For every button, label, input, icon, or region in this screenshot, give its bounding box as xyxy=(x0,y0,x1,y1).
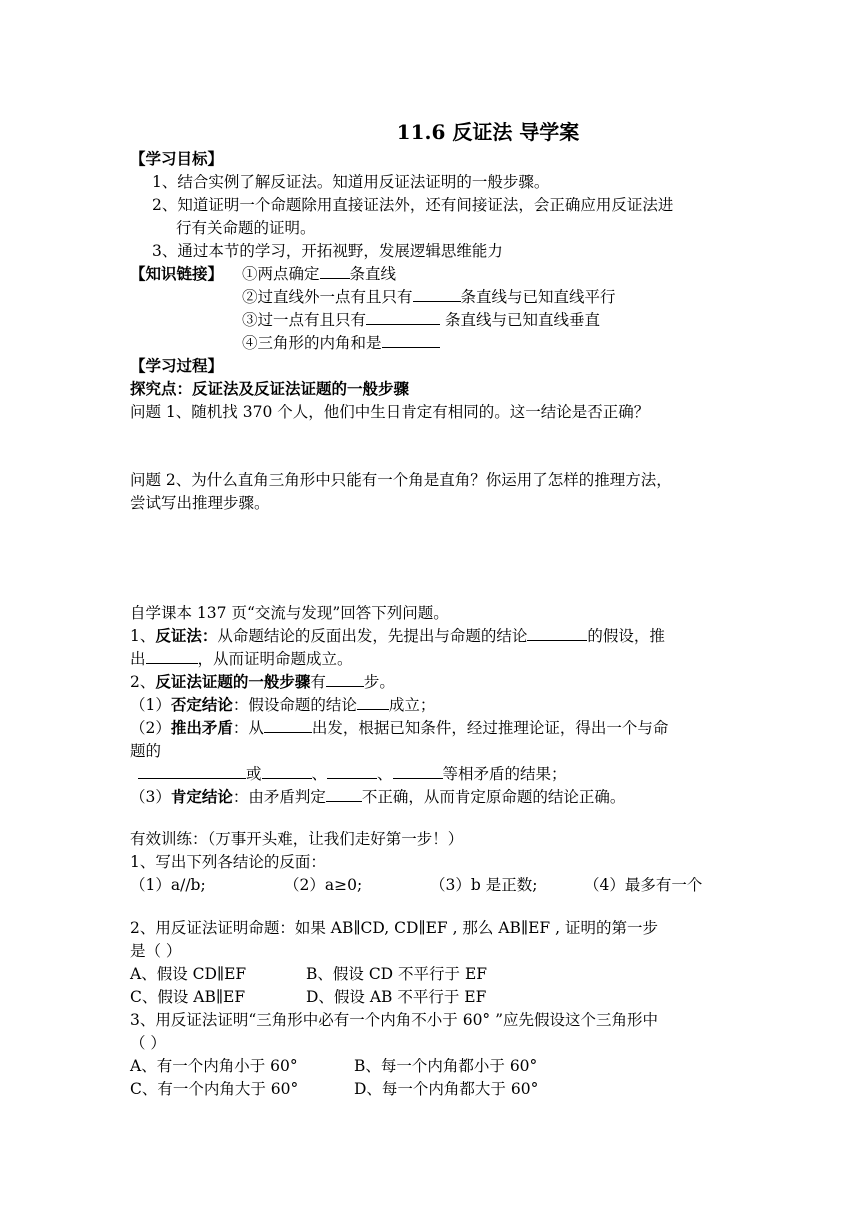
step-1: （1）否定结论：假设命题的结论 成立； xyxy=(130,695,436,714)
step-2-line-3: 或 、 、 等相矛盾的结果； xyxy=(138,763,567,785)
blank xyxy=(262,763,312,779)
blank xyxy=(264,717,312,733)
exercise-1-option-1: （1）a//b; xyxy=(130,876,206,894)
definition-1-line-1: 1、反证法：从命题结论的反面出发，先提出与命题的结论 的假设，推 xyxy=(130,626,665,645)
blank xyxy=(146,648,198,664)
exercise-1-option-2: （2）a≥0; xyxy=(284,876,363,894)
exercise-1: 1、写出下列各结论的反面： xyxy=(130,853,326,871)
link-3: ③过一点有且只有 条直线与已知直线垂直 xyxy=(242,311,600,329)
page-title: 11.6 反证法 导学案 xyxy=(396,120,580,144)
blank xyxy=(320,263,350,279)
question-2-line-1: 问题 2、为什么直角三角形中只能有一个角是直角？你运用了怎样的推理方法， xyxy=(130,471,672,489)
definition-1-line-2: 出 ，从而证明命题成立。 xyxy=(130,650,353,668)
blank xyxy=(326,671,364,687)
explore-point: 探究点：反证法及反证法证题的一般步骤 xyxy=(130,379,410,398)
blank xyxy=(326,786,362,802)
goal-3: 3、通过本节的学习，开拓视野，发展逻辑思维能力 xyxy=(152,242,503,260)
question-2-line-2: 尝试写出推理步骤。 xyxy=(130,494,270,512)
training-intro: 有效训练：（万事开头难，让我们走好第一步！） xyxy=(130,830,464,848)
exercise-2-line-1: 2、用反证法证明命题：如果 AB∥CD, CD∥EF , 那么 AB∥EF , 证明的第一步 xyxy=(130,919,658,937)
exercise-3-option-b: B、每一个内角都小于 60° xyxy=(354,1057,538,1075)
blank xyxy=(393,763,443,779)
step-3: （3）肯定结论：由矛盾判定 不正确，从而肯定原命题的结论正确。 xyxy=(130,787,626,806)
exercise-2-option-d: D、假设 AB 不平行于 EF xyxy=(306,988,487,1006)
exercise-2-option-b: B、假设 CD 不平行于 EF xyxy=(306,965,488,983)
goals-heading: 【学习目标】 xyxy=(130,149,224,168)
blank xyxy=(527,625,587,641)
question-1: 问题 1、随机找 370 个人，他们中生日肯定有相同的。这一结论是否正确？ xyxy=(130,403,650,421)
exercise-1-option-3: （3）b 是正数; xyxy=(430,876,538,894)
exercise-3-line-2: （ ） xyxy=(130,1034,166,1052)
links-heading: 【知识链接】 xyxy=(130,264,224,283)
step-2-line-2: 题的 xyxy=(130,742,162,760)
link-1: ①两点确定 条直线 xyxy=(242,265,397,283)
goal-2-line-2: 行有关命题的证明。 xyxy=(176,219,316,237)
step-2-line-1: （2）推出矛盾：从 出发，根据已知条件，经过推理论证，得出一个与命 xyxy=(130,718,669,737)
link-2: ②过直线外一点有且只有 条直线与已知直线平行 xyxy=(242,288,616,306)
blank xyxy=(382,332,440,348)
exercise-2-line-2: 是（ ） xyxy=(130,942,182,960)
self-study-intro: 自学课本 137 页“交流与发现”回答下列问题。 xyxy=(130,604,449,622)
process-heading: 【学习过程】 xyxy=(130,356,224,375)
exercise-2-option-a: A、假设 CD∥EF xyxy=(130,965,247,983)
goal-2-line-1: 2、知道证明一个命题除用直接证法外，还有间接证法，会正确应用反证法进 xyxy=(152,196,674,214)
blank xyxy=(413,286,461,302)
link-4: ④三角形的内角和是 xyxy=(242,332,440,354)
exercise-3-line-1: 3、用反证法证明“三角形中必有一个内角不小于 60° ”应先假设这个三角形中 xyxy=(130,1011,659,1029)
blank xyxy=(138,763,246,779)
goal-1: 1、结合实例了解反证法。知道用反证法证明的一般步骤。 xyxy=(152,173,550,191)
exercise-3-option-d: D、每一个内角都大于 60° xyxy=(354,1080,539,1098)
blank xyxy=(366,309,440,325)
exercise-1-option-4: （4）最多有一个 xyxy=(584,876,703,894)
definition-2: 2、反证法证题的一般步骤有 步。 xyxy=(130,672,395,691)
blank xyxy=(327,763,377,779)
blank xyxy=(357,694,389,710)
exercise-3-option-a: A、有一个内角小于 60° xyxy=(130,1057,298,1075)
exercise-3-option-c: C、有一个内角大于 60° xyxy=(130,1080,299,1098)
exercise-2-option-c: C、假设 AB∥EF xyxy=(130,988,246,1006)
